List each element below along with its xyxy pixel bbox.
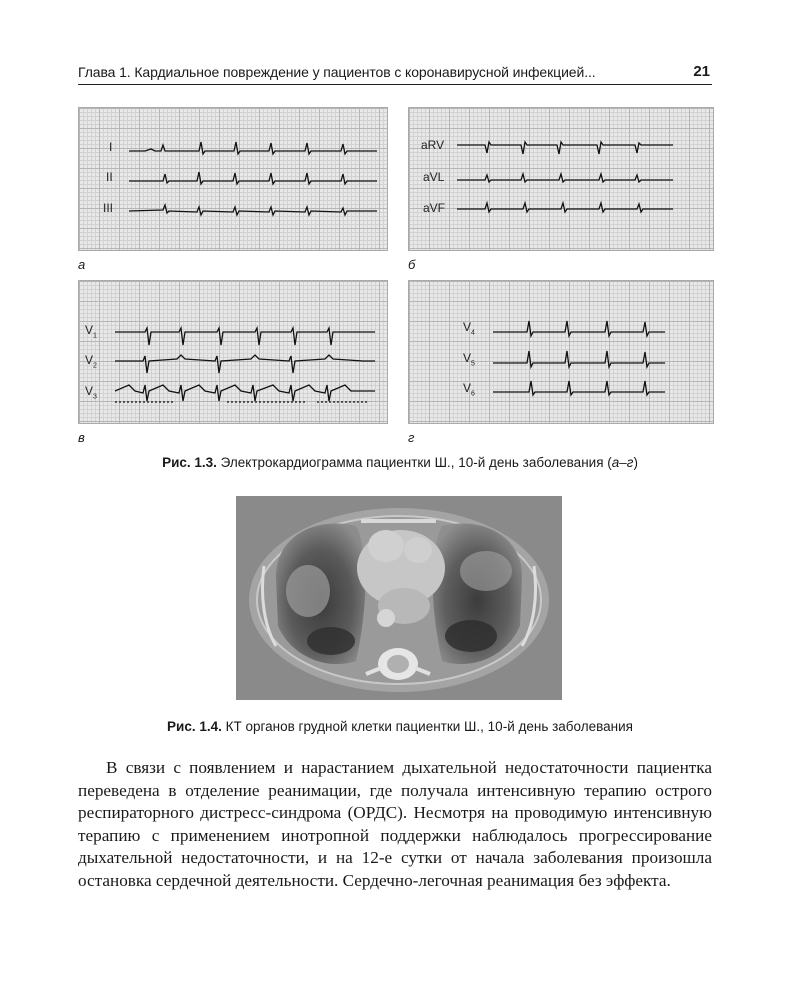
lead-label-V2-sub: 2: [93, 362, 97, 370]
figure-1-3-caption-range: а–г: [611, 455, 634, 470]
lead-label-V5-sub: 5: [471, 360, 475, 368]
ecg-trace-V2: [115, 355, 375, 373]
lead-label-V1: [85, 324, 97, 339]
ecg-trace-V5: [493, 351, 665, 367]
ecg-trace-aRV: [457, 142, 673, 154]
ecg-trace-V6: [493, 381, 665, 395]
figure-1-3-label: Рис. 1.3.: [162, 455, 217, 470]
ecg-trace-III: [129, 205, 377, 215]
ecg-trace-aVF: [457, 203, 673, 212]
ecg-trace-V4: [493, 321, 665, 336]
panel-letter-g: г: [408, 430, 415, 445]
figure-1-4-caption: [0, 719, 800, 734]
figure-1-4-caption-text: КТ органов грудной клетки пациентки Ш., 10-й день заболевания: [221, 719, 633, 734]
ecg-trace-II: [129, 172, 377, 184]
figure-1-4-label: Рис. 1.4.: [167, 719, 222, 734]
lead-label-V5-base: V: [463, 351, 472, 365]
ct-scan-drawing: [236, 496, 562, 700]
lead-label-V6-base: V: [463, 381, 472, 395]
body-paragraph: В связи с появлением и нарастанием дыхательной недостаточности пациентка переведена в отделение реанимации, где получала интенсивную терапию острого респираторного дистресс-синдрома (ОРДС). Несмотря на проводимую интенсивную терапию с применением инотропной поддержки наблюдалось прогрессирование дыхательной недостаточности, и на 12-е сутки от начала заболевания произошла остановка сердечной деятельности. Сердечно-легочная реанимация без эффекта.: [78, 758, 712, 890]
lead-label-II: II: [106, 170, 113, 184]
lead-label-V4-sub: 4: [471, 329, 475, 337]
lead-label-aRV: aRV: [421, 138, 445, 152]
lead-label-V4-base: V: [463, 320, 472, 334]
running-header: [78, 62, 712, 85]
ecg-trace-V3: [115, 385, 375, 401]
ecg-panel-a: [78, 107, 388, 251]
ecg-trace-V1: [115, 328, 375, 345]
ecg-trace-I: [129, 142, 377, 154]
lead-label-aVF: aVF: [423, 201, 446, 215]
figure-1-3-caption: [0, 455, 800, 470]
lead-label-III: III: [103, 201, 114, 215]
panel-letter-a: а: [78, 257, 86, 272]
panel-letter-b: б: [408, 257, 416, 272]
ecg-trace-aVL: [457, 174, 673, 182]
ecg-traces-g: [409, 281, 713, 423]
figure-1-3-caption-end: ): [633, 455, 638, 470]
lead-label-V6-sub: 6: [471, 390, 475, 398]
ecg-traces-v: [79, 281, 387, 423]
lead-label-V3-base: V: [85, 384, 94, 398]
lead-label-aVL: aVL: [423, 170, 445, 184]
lead-label-V4: [463, 321, 475, 336]
ecg-panel-b: [408, 107, 714, 251]
panel-letter-v: в: [78, 430, 85, 445]
lead-label-V1-sub: 1: [93, 332, 97, 340]
running-header-title: Глава 1. Кардиальное повреждение у пациентов с коронавирусной инфекцией...: [78, 64, 596, 80]
ecg-traces-a: [79, 108, 387, 250]
ct-chest-image: [236, 496, 562, 700]
ecg-panel-v: [78, 280, 388, 424]
ecg-panel-g: [408, 280, 714, 424]
lead-label-V2: [85, 354, 97, 369]
lead-label-V2-base: V: [85, 353, 94, 367]
page-number: 21: [693, 63, 710, 80]
figure-1-3-caption-text: Электрокардиограмма пациентки Ш., 10-й день заболевания (: [216, 455, 612, 470]
lead-label-V1-base: V: [85, 323, 94, 337]
ecg-traces-b: [409, 108, 713, 250]
lead-label-I: I: [109, 140, 113, 154]
body-text: [78, 757, 712, 892]
lead-label-V3: [85, 385, 97, 400]
lead-label-V6: [463, 382, 475, 397]
lead-label-V5: [463, 352, 475, 367]
lead-label-V3-sub: 3: [93, 393, 97, 401]
